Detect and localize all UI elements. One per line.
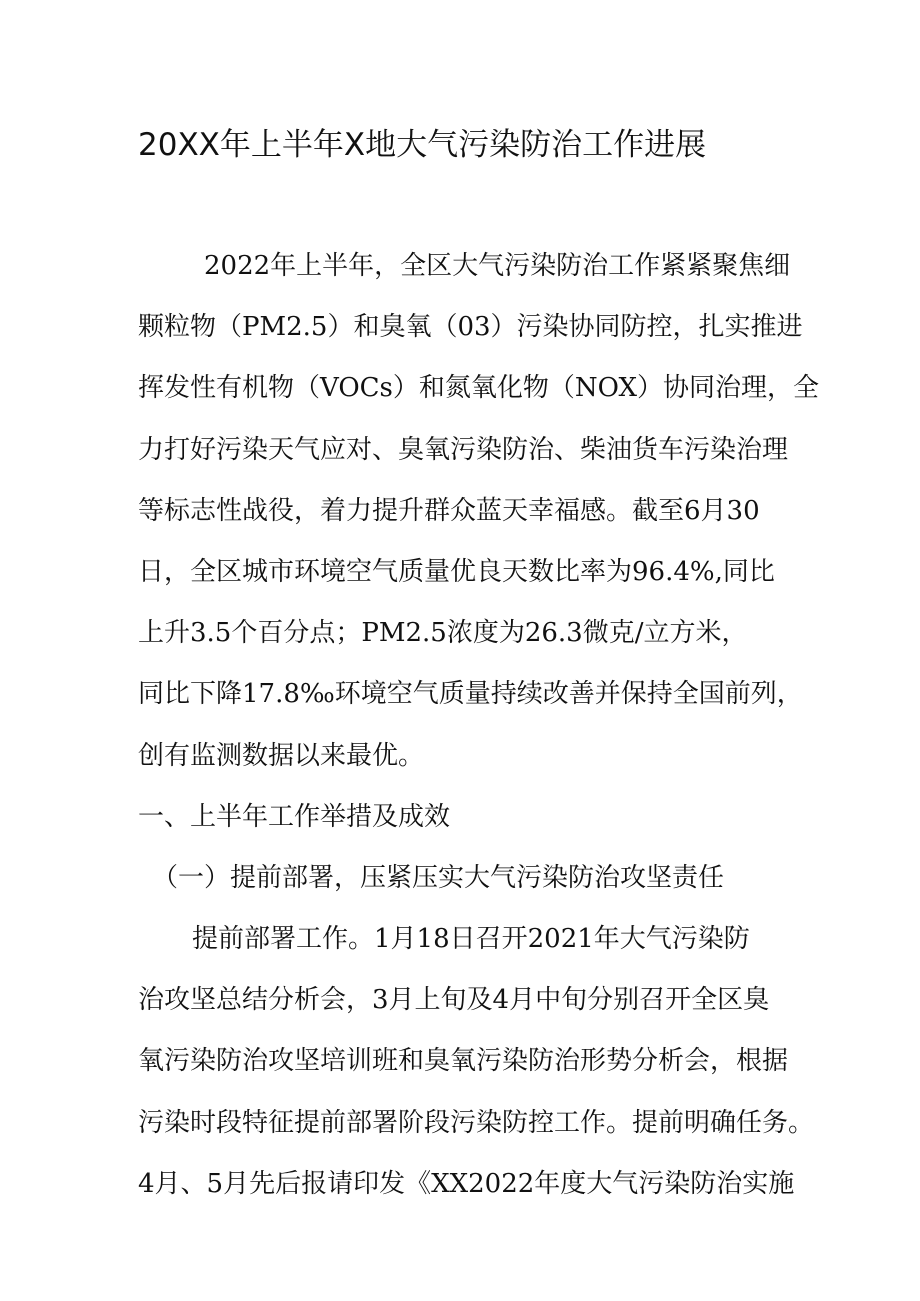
paragraph-line: 力打好污染天气应对、臭氧污染防治、柴油货车污染治理 xyxy=(138,434,789,465)
paragraph-line: 挥发性有机物（VOCs）和氮氧化物（NOX）协同治理，全 xyxy=(138,373,819,404)
paragraph-line: 上升3.5个百分点；PM2.5浓度为26.3微克/立方米， xyxy=(138,618,748,649)
paragraph-line: 氧污染防治攻坚培训班和臭氧污染防治形势分析会，根据 xyxy=(138,1046,789,1077)
subsection-heading: （一）提前部署，压紧压实大气污染防治攻坚责任 xyxy=(152,862,725,893)
paragraph-line: 同比下降17.8‰环境空气质量持续改善并保持全国前列， xyxy=(138,679,803,710)
document-body xyxy=(138,236,819,1215)
paragraph-line: 颗粒物（PM2.5）和臭氧（03）污染协同防控，扎实推进 xyxy=(138,312,803,343)
document-title: 20XX年上半年X地大气污染防治工作进展 xyxy=(138,127,707,163)
paragraph-line: 创有监测数据以来最优。 xyxy=(138,740,425,771)
paragraph-line: 污染时段特征提前部署阶段污染防控工作。提前明确任务。 xyxy=(138,1107,815,1138)
paragraph-line: 治攻坚总结分析会，3月上旬及4月中旬分别召开全区臭 xyxy=(138,985,770,1016)
paragraph-line: 4月、5月先后报请印发《XX2022年度大气污染防治实施 xyxy=(138,1168,795,1199)
section-heading: 一、上半年工作举措及成效 xyxy=(138,801,451,832)
paragraph-line: 2022年上半年，全区大气污染防治工作紧紧聚焦细 xyxy=(204,251,791,281)
paragraph-line: 日，全区城市环境空气质量优良天数比率为96.4%,同比 xyxy=(138,556,775,587)
paragraph-line: 等标志性战役，着力提升群众蓝天幸福感。截至6月30 xyxy=(138,495,760,526)
paragraph-line: 提前部署工作。1月18日召开2021年大气污染防 xyxy=(192,924,750,955)
